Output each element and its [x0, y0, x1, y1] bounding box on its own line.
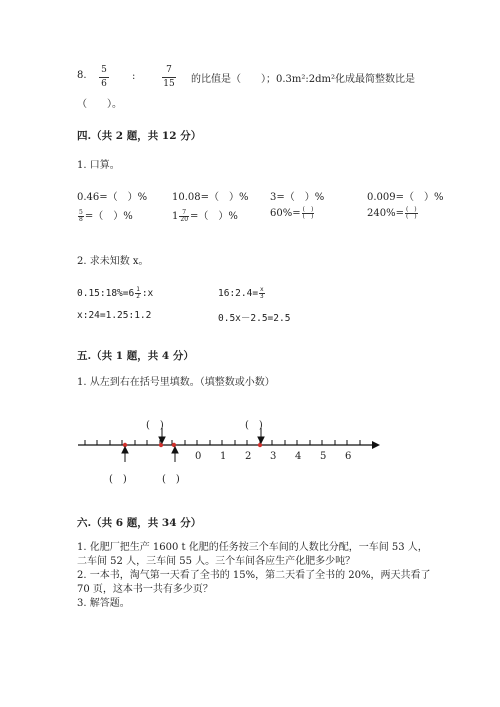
fraction-denominator: 8 — [79, 216, 83, 223]
fraction-denominator: 6 — [101, 79, 107, 89]
number-line-arrowhead — [372, 441, 380, 449]
problem-line: 70 页，这本书一共有多少页？ — [77, 584, 213, 595]
tick-label: 2 — [245, 451, 252, 462]
problem-line: 二车间 52 人，三车间 55 人。三个车间各应生产化肥多少吨？ — [77, 556, 356, 567]
fraction-denominator: 20 — [180, 216, 189, 223]
fraction-denominator: 2 — [136, 293, 140, 300]
fraction-numerator: 7 — [179, 210, 189, 217]
marked-point — [172, 443, 176, 447]
fraction-denominator: ( ) — [405, 213, 417, 220]
marked-points — [123, 443, 262, 447]
small-fraction — [135, 287, 141, 300]
fraction-denominator: ( ) — [302, 213, 314, 220]
mental-math-text: =（ ）% — [190, 211, 238, 222]
mental-math-text: =（ ）% — [84, 211, 133, 222]
section-5-title: 五.（共 1 题，共 4 分） — [77, 350, 194, 362]
fraction-numerator: ( ) — [405, 206, 417, 213]
q8-fraction-1 — [99, 66, 109, 89]
fraction-numerator: 5 — [79, 209, 83, 216]
fraction-denominator: 3 — [260, 293, 264, 300]
tick-label: 6 — [345, 451, 352, 462]
solve-x-title: 2. 求未知数 x。 — [77, 256, 149, 267]
tick-label: 5 — [320, 451, 327, 462]
mental-math-item: 0.46=（ ）% — [77, 192, 148, 203]
mental-math-item — [367, 207, 419, 220]
answer-bracket-top: ( ) — [146, 420, 164, 431]
fraction-numerator: 5 — [99, 66, 109, 78]
fraction-numerator: 1 — [136, 286, 140, 293]
mental-math-item: 3=（ ）% — [270, 192, 325, 203]
mental-math-item — [270, 207, 315, 220]
small-fraction — [179, 210, 189, 223]
answer-bracket-top: ( ) — [245, 420, 263, 431]
q8-colon: : — [132, 71, 136, 82]
mental-math-text: 60%= — [270, 208, 301, 219]
marked-point — [123, 443, 127, 447]
equation-text: :x — [141, 288, 154, 299]
tick-label: 1 — [220, 451, 227, 462]
fraction-numerator: x — [260, 286, 264, 293]
tick-label: 0 — [195, 451, 202, 462]
mental-math-item — [172, 207, 238, 223]
q8-answer-line: （ ）。 — [77, 99, 122, 110]
equation — [77, 287, 153, 300]
tick-label: 4 — [295, 451, 302, 462]
mental-math-item: 10.08=（ ）% — [172, 192, 249, 203]
mixed-number-whole: 1 — [172, 211, 179, 222]
mental-math-title: 1. 口算。 — [77, 160, 120, 171]
marked-point — [159, 443, 163, 447]
equation: 0.5x－2.5=2.5 — [218, 313, 291, 324]
fraction-numerator: ( ) — [302, 206, 314, 213]
fraction-numerator: 7 — [162, 66, 176, 78]
equation-text: 16:2.4= — [218, 288, 259, 299]
marked-point — [258, 443, 262, 447]
tick-marks — [85, 440, 360, 445]
problem-line: 1. 化肥厂把生产 1600 t 化肥的任务按三个车间的人数比分配，一车间 53 人， — [77, 542, 428, 553]
small-fraction — [302, 207, 315, 220]
equation — [218, 287, 266, 300]
equation-text: 0.15:18%=6 — [77, 288, 135, 299]
pointer-arrows — [122, 428, 264, 462]
equation: x:24=1.25:1.2 — [77, 310, 152, 321]
q8-number: 8. — [77, 70, 87, 81]
answer-bracket-bottom: ( ) — [162, 474, 180, 485]
problem-line: 2. 一本书，淘气第一天看了全书的 15%，第二天看了全书的 20%，两天共看了 — [77, 570, 431, 581]
answer-bracket-bottom: ( ) — [109, 474, 127, 485]
mental-math-item — [77, 207, 133, 223]
problem-line: 3. 解答题。 — [77, 598, 130, 609]
mental-math-text: 240%= — [367, 208, 404, 219]
small-fraction — [259, 287, 265, 300]
section-6-title: 六.（共 6 题，共 34 分） — [77, 517, 202, 529]
q8-text: 的比值是（ ）；0.3m²:2dm²化成最简整数比是 — [191, 74, 416, 85]
mental-math-item: 0.009=（ ）% — [367, 192, 444, 203]
section-4-title: 四.（共 2 题，共 12 分） — [77, 130, 202, 142]
number-line-question: 1. 从左到右在括号里填数。（填整数或小数） — [77, 377, 275, 388]
small-fraction — [78, 210, 84, 223]
small-fraction — [405, 207, 418, 220]
q8-fraction-2 — [162, 66, 176, 89]
tick-label: 3 — [270, 451, 277, 462]
fraction-denominator: 15 — [163, 79, 175, 89]
